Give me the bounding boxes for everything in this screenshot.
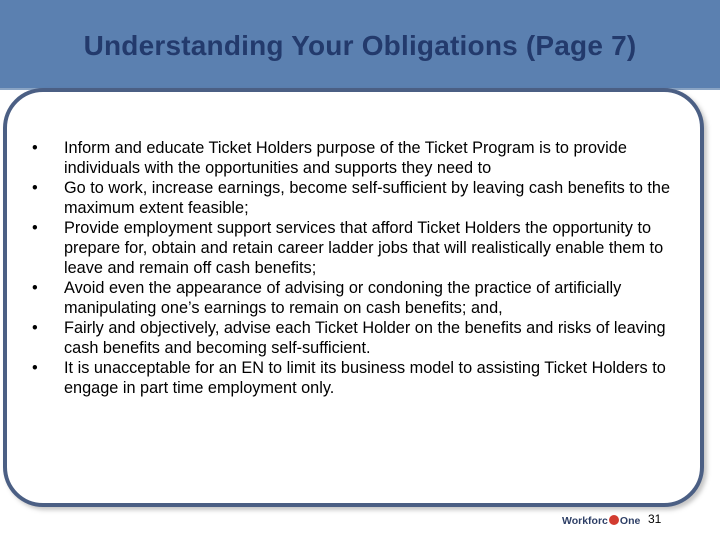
bullet-marker: •: [32, 179, 38, 197]
bullet-text: It is unacceptable for an EN to limit its business model to assisting Ticket Holders to engage in part time employment only.: [64, 359, 666, 397]
bullet-marker: •: [32, 139, 38, 157]
bullet-item: [32, 178, 692, 218]
bullet-marker: •: [32, 319, 38, 337]
bullet-marker: •: [32, 279, 38, 297]
bullet-marker: •: [32, 359, 38, 377]
slide-title: Understanding Your Obligations (Page 7): [83, 30, 637, 61]
bullet-item: [32, 318, 692, 358]
logo-text-part1: Workforc: [562, 515, 608, 527]
bullet-text: Provide employment support services that afford Ticket Holders the opportunity to prepare for, obtain and retain career ladder jobs that will realistically enable them to leave and remain off cash benefits;: [64, 219, 664, 277]
bullet-item: [32, 358, 692, 398]
page-number: 31: [648, 512, 662, 526]
logo-wordmark: [562, 515, 640, 527]
bullet-marker: •: [32, 219, 38, 237]
bullet-text: Avoid even the appearance of advising or condoning the practice of artificially manipulating one’s earnings to remain on cash benefits; and,: [64, 279, 622, 317]
bullet-text: Fairly and objectively, advise each Ticket Holder on the benefits and risks of leaving cash benefits and becoming self-sufficient.: [64, 319, 666, 357]
bullet-list: [32, 138, 692, 398]
bullet-text: Inform and educate Ticket Holders purpose of the Ticket Program is to provide individuals with the opportunities and supports they need to: [64, 139, 627, 177]
bullet-text: Go to work, increase earnings, become self-sufficient by leaving cash benefits to the maximum extent feasible;: [64, 179, 671, 217]
bullet-item: [32, 218, 692, 278]
workforce-one-logo: [562, 511, 641, 531]
bullet-item: [32, 278, 692, 318]
logo-circle-icon: [609, 515, 619, 525]
logo-text-part2: One: [619, 515, 641, 527]
bullet-item: [32, 138, 692, 178]
